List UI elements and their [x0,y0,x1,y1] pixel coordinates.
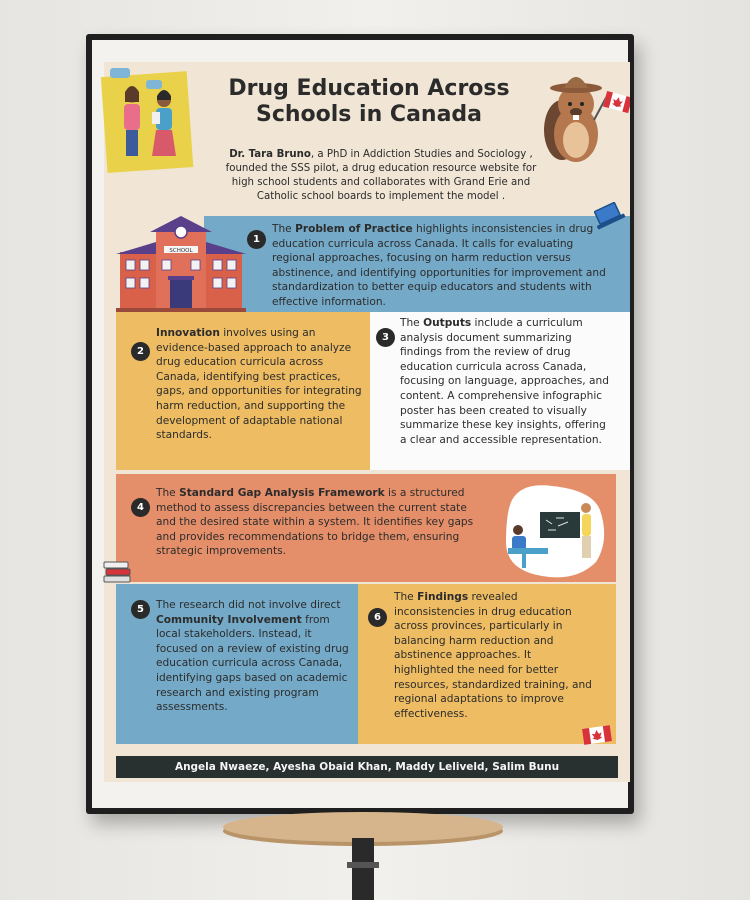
section-number: 3 [376,328,395,347]
section-keyword: Findings [417,591,469,603]
intro-paragraph [216,148,546,204]
school-sign: SCHOOL [169,248,193,254]
section-problem-of-practice: 1 The Problem of Practice highlights inconsistencies in drug education curricula across Canada. It calls for evaluating regional approaches, focusing on harm reduction versus abstinence, and identifying opportunities for improvement and standardization to better equip educators and students with effective information. [204,216,630,312]
section-gap-analysis: 4 The Standard Gap Analysis Framework is a structured method to assess discrepancies between the current state and the desired state within a system. It identifies key gaps and provides recommendations to bridge them, ensuring strategic improvements. [116,474,616,582]
intro-text: , a PhD in Addiction Studies and Sociology , founded the SSS pilot, a drug education resource website for high school students and collaborates with Grand Erie and Catholic school boards to implement the model . [225,149,537,202]
section-keyword: Outputs [423,317,472,329]
section-number: 5 [131,600,150,619]
poster-title: Drug Education Across Schools in Canada [228,76,510,127]
intro-name: Dr. Tara Bruno [229,149,311,160]
authors-footer: Angela Nwaeze, Ayesha Obaid Khan, Maddy Leliveld, Salim Bunu [116,756,618,778]
section-keyword: Standard Gap Analysis Framework [179,487,385,499]
beaver-mountie-icon [536,72,630,168]
section-innovation: 2 Innovation involves using an evidence-based approach to analyze drug education curricula across Canada, identifying best practices, gaps, and opportunities for integrating harm reduction, and supporting the development of adaptable national standards. [116,312,370,470]
section-keyword: Innovation [156,327,220,339]
section-keyword: Problem of Practice [295,223,413,235]
stand-band [347,862,379,868]
section-number: 6 [368,608,387,627]
section-outputs: 3 The Outputs include a curriculum analysis document summarizing findings from the review of drug education curricula across Canada, focusing on language, approaches, and content. A comprehensive infographic poster has been created to visually summarize these key insights, offering a clear and accessible representation. [370,312,630,470]
stand-leg [352,838,374,900]
students-illustration [98,66,198,176]
section-findings: 6 The Findings revealed inconsistencies in drug education across provinces, particularly in balancing harm reduction and abstinence approaches. It highlighted the need for better resources, standardized training, and regional adaptations to improve effectiveness. [358,584,616,744]
section-keyword: Community Involvement [156,613,302,626]
section-number: 4 [131,498,150,517]
laptop-icon [592,202,626,232]
section-number: 2 [131,342,150,361]
books-icon [102,556,134,586]
section-community-involvement: 5 The research did not involve direct Community Involvement from local stakeholders. Instead, it focused on a review of existing drug education curricula across Canada, identifying gaps based on academic research and existing program assessments. [116,584,358,744]
classroom-illustration [502,480,606,580]
section-number: 1 [247,230,266,249]
school-building-icon [116,216,246,314]
poster [104,62,630,782]
canada-flag-icon [580,722,614,748]
